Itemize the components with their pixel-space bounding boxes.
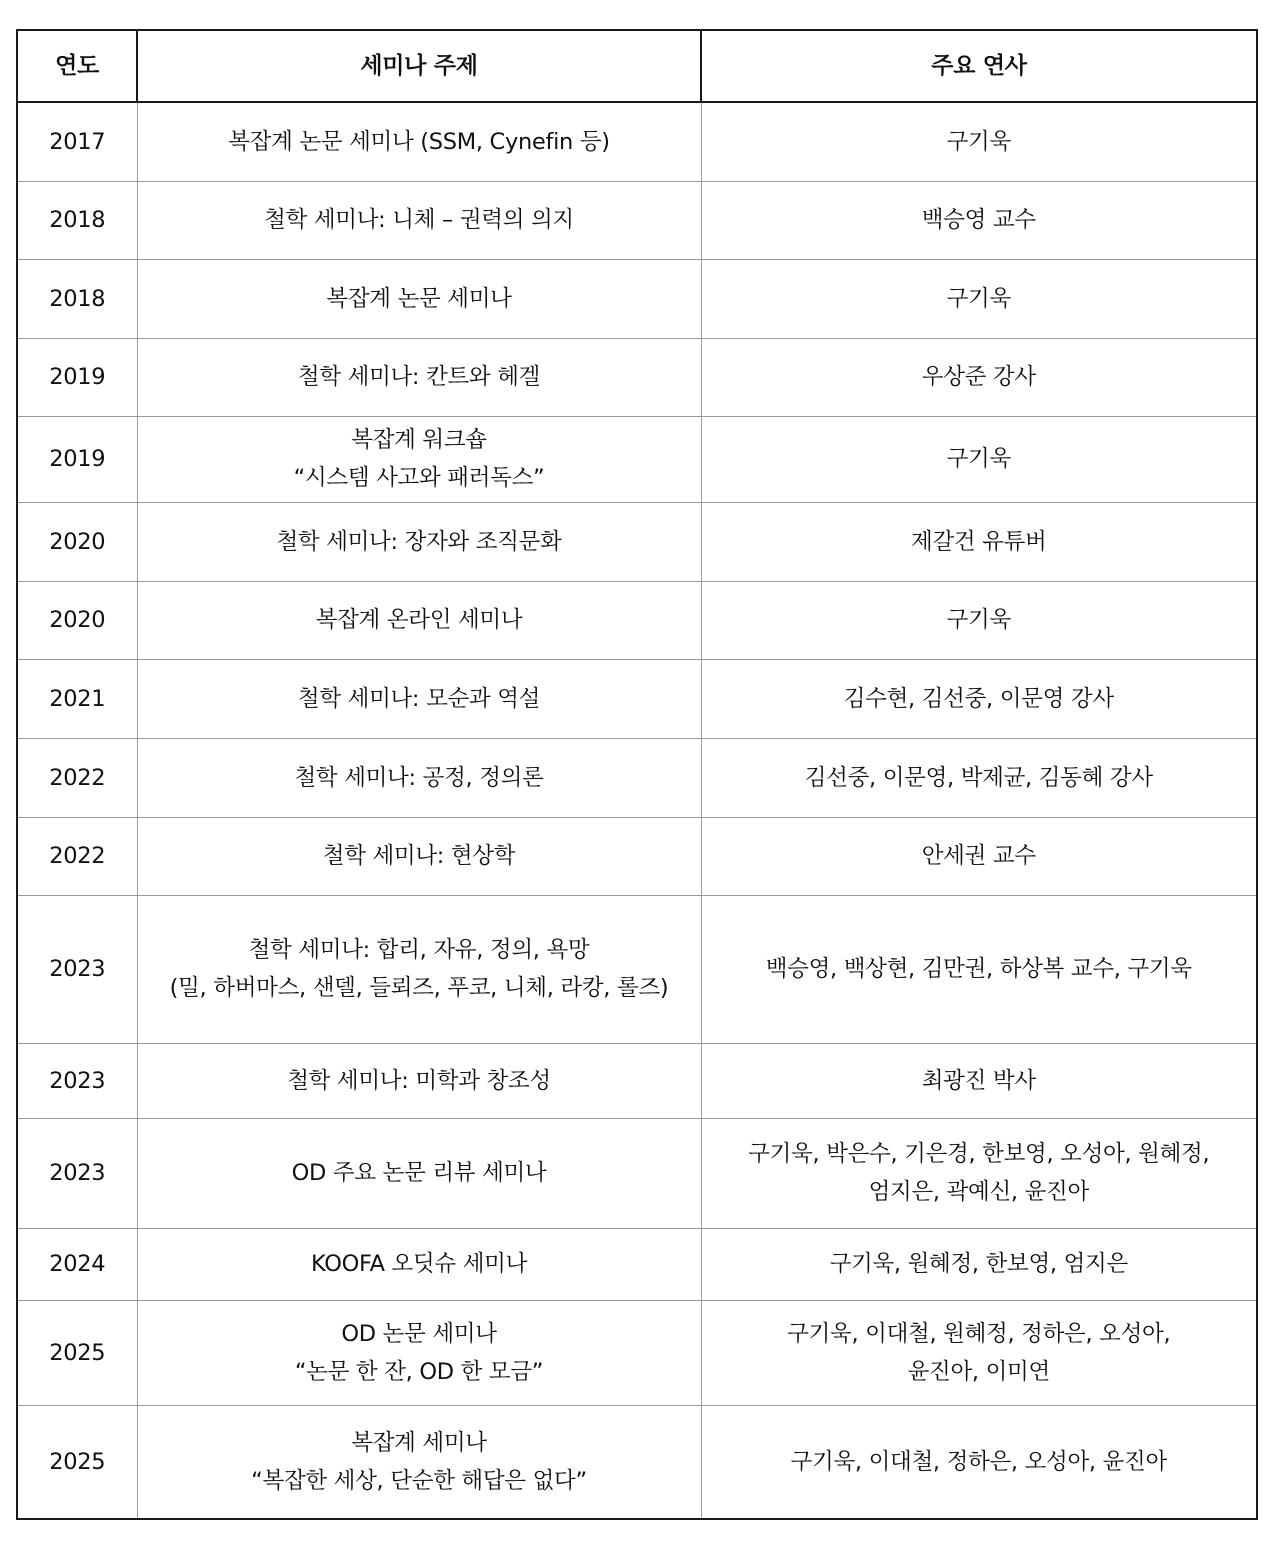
topic-line: 철학 세미나: 미학과 창조성	[287, 1067, 551, 1094]
topic-cell	[137, 416, 701, 502]
topic-line: 철학 세미나: 현상학	[322, 843, 516, 869]
topic-cell	[137, 1300, 701, 1405]
table-row	[17, 416, 1257, 502]
year-cell: 2018	[17, 259, 137, 338]
topic-cell	[137, 581, 701, 659]
table-row	[17, 659, 1257, 738]
table-row	[17, 895, 1257, 1043]
speaker-cell	[701, 181, 1257, 259]
speaker-cell	[701, 416, 1257, 502]
year-cell: 2023	[17, 1043, 137, 1118]
topic-cell	[137, 659, 701, 738]
year-cell: 2018	[17, 181, 137, 259]
speaker-cell	[701, 338, 1257, 416]
year-cell: 2022	[17, 738, 137, 817]
year-cell: 2022	[17, 817, 137, 895]
speaker-cell	[701, 1043, 1257, 1118]
topic-cell	[137, 259, 701, 338]
year-cell: 2023	[17, 1118, 137, 1228]
table-row	[17, 817, 1257, 895]
topic-line: 철학 세미나: 모순과 역설	[297, 685, 541, 712]
speaker-cell	[701, 1300, 1257, 1405]
topic-line: KOOFA 오딧슈 세미나	[310, 1251, 528, 1277]
topic-line: 철학 세미나: 합리, 자유, 정의, 욕망	[248, 937, 590, 963]
header-year: 연도	[17, 30, 137, 102]
year-cell: 2025	[17, 1405, 137, 1519]
table-row	[17, 1405, 1257, 1519]
topic-cell	[137, 1228, 701, 1300]
table-row	[17, 581, 1257, 659]
header-speaker: 주요 연사	[701, 30, 1257, 102]
seminar-table	[16, 29, 1258, 1520]
speaker-line: 백승영, 백상현, 김만권, 하상복 교수, 구기욱	[765, 956, 1192, 982]
speaker-cell	[701, 1405, 1257, 1519]
table-row	[17, 1043, 1257, 1118]
topic-cell	[137, 1118, 701, 1228]
year-cell: 2020	[17, 581, 137, 659]
topic-cell	[137, 181, 701, 259]
speaker-line: 구기욱, 박은수, 기은경, 한보영, 오성아, 원혜정,	[748, 1141, 1210, 1167]
table-row	[17, 102, 1257, 181]
topic-line: 복잡계 워크숍	[351, 427, 487, 453]
speaker-cell	[701, 1118, 1257, 1228]
topic-cell	[137, 338, 701, 416]
topic-line: OD 주요 논문 리뷰 세미나	[291, 1160, 547, 1186]
topic-line: 복잡계 논문 세미나	[326, 285, 512, 312]
speaker-line: 구기욱	[946, 128, 1011, 155]
speaker-line: 김선중, 이문영, 박제균, 김동혜 강사	[804, 764, 1153, 791]
topic-line: “시스템 사고와 패러독스”	[293, 465, 545, 491]
year-cell: 2021	[17, 659, 137, 738]
topic-line: 복잡계 세미나	[351, 1429, 487, 1456]
topic-line: 철학 세미나: 장자와 조직문화	[276, 528, 562, 555]
topic-cell	[137, 1043, 701, 1118]
speaker-cell	[701, 259, 1257, 338]
topic-line: “논문 한 잔, OD 한 모금”	[294, 1358, 544, 1385]
topic-cell	[137, 102, 701, 181]
speaker-line: 구기욱, 이대철, 정하은, 오성아, 윤진아	[790, 1448, 1167, 1475]
speaker-line: 안세권 교수	[921, 843, 1036, 869]
speaker-cell	[701, 817, 1257, 895]
table-row	[17, 181, 1257, 259]
speaker-cell	[701, 659, 1257, 738]
topic-line: 철학 세미나: 공정, 정의론	[294, 764, 544, 791]
table-row	[17, 1300, 1257, 1405]
header-topic: 세미나 주제	[137, 30, 701, 102]
speaker-cell	[701, 1228, 1257, 1300]
topic-line: 철학 세미나: 칸트와 헤겔	[297, 364, 541, 390]
speaker-line: 윤진아, 이미연	[907, 1358, 1050, 1385]
topic-line: 철학 세미나: 니체 – 권력의 의지	[264, 207, 574, 233]
speaker-line: 김수현, 김선중, 이문영 강사	[843, 685, 1114, 712]
table-row	[17, 338, 1257, 416]
speaker-cell	[701, 581, 1257, 659]
topic-cell	[137, 502, 701, 581]
speaker-line: 구기욱	[946, 446, 1011, 472]
topic-line: 복잡계 논문 세미나 (SSM, Cynefin 등)	[228, 128, 610, 155]
speaker-line: 최광진 박사	[921, 1067, 1036, 1094]
topic-line: (밀, 하버마스, 샌델, 들뢰즈, 푸코, 니체, 라캉, 롤즈)	[169, 975, 669, 1001]
year-cell: 2024	[17, 1228, 137, 1300]
topic-cell	[137, 738, 701, 817]
year-cell: 2017	[17, 102, 137, 181]
year-cell: 2019	[17, 338, 137, 416]
topic-cell	[137, 1405, 701, 1519]
topic-line: OD 논문 세미나	[341, 1320, 497, 1347]
speaker-line: 구기욱	[946, 607, 1011, 633]
table-row	[17, 259, 1257, 338]
year-cell: 2025	[17, 1300, 137, 1405]
speaker-line: 구기욱, 이대철, 원혜정, 정하은, 오성아,	[787, 1320, 1171, 1347]
table-row	[17, 1118, 1257, 1228]
table-row	[17, 1228, 1257, 1300]
table-row	[17, 502, 1257, 581]
speaker-cell	[701, 738, 1257, 817]
topic-cell	[137, 895, 701, 1043]
year-cell: 2019	[17, 416, 137, 502]
speaker-line: 구기욱, 원혜정, 한보영, 엄지은	[829, 1251, 1128, 1277]
topic-line: “복잡한 세상, 단순한 해답은 없다”	[251, 1467, 587, 1494]
speaker-line: 제갈건 유튜버	[911, 528, 1047, 555]
speaker-line: 구기욱	[946, 285, 1011, 312]
speaker-cell	[701, 102, 1257, 181]
table-header-row	[17, 30, 1257, 102]
speaker-cell	[701, 502, 1257, 581]
topic-line: 복잡계 온라인 세미나	[315, 607, 523, 633]
speaker-cell	[701, 895, 1257, 1043]
topic-cell	[137, 817, 701, 895]
year-cell: 2020	[17, 502, 137, 581]
table-row	[17, 738, 1257, 817]
speaker-line: 엄지은, 곽예신, 윤진아	[868, 1179, 1089, 1205]
speaker-line: 백승영 교수	[921, 207, 1036, 233]
year-cell: 2023	[17, 895, 137, 1043]
speaker-line: 우상준 강사	[921, 364, 1036, 390]
